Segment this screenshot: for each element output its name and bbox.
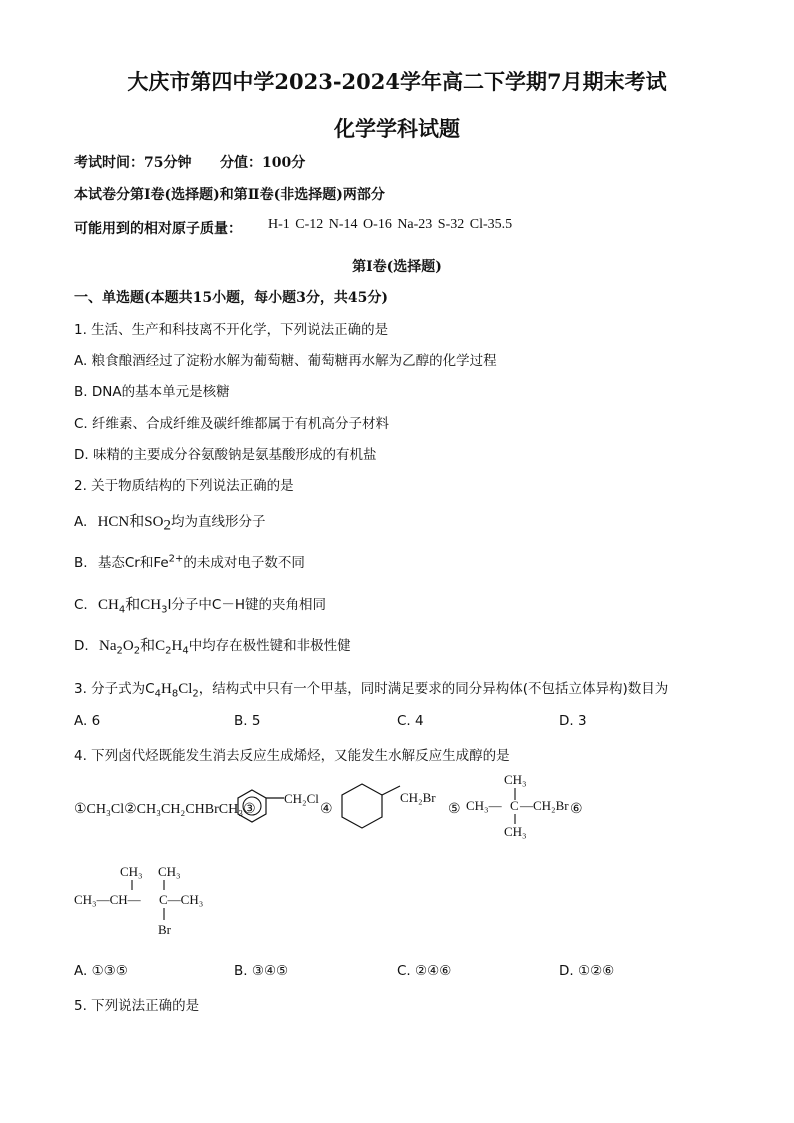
ch3-left: CH₃— xyxy=(466,798,502,813)
neopentyl-bromide-structure xyxy=(464,770,574,842)
q4-option-a: A. ①③⑤ xyxy=(74,963,128,979)
q3-stem xyxy=(74,677,668,700)
subscript: 2 xyxy=(133,645,141,657)
subscript: 4 xyxy=(118,604,126,616)
exam-title: 大庆市第四中学2023-2024学年高二下学期7月期末考试 xyxy=(127,69,667,94)
c-ch3-chain: C—CH₃ xyxy=(159,892,204,907)
q4-items-text: ①CH₃Cl②CH₃CH₂CHBrCH₃③ xyxy=(74,802,256,817)
q5-stem: 5. 下列说法正确的是 xyxy=(74,998,200,1014)
formula-text: O xyxy=(122,638,134,654)
ch3-bottom: CH₃ xyxy=(504,824,527,839)
q1-option-d: D. 味精的主要成分谷氨酸钠是氨基酸形成的有机盐 xyxy=(74,447,377,463)
option-label: D. xyxy=(74,638,89,654)
subscript: 2 xyxy=(165,645,172,657)
ch2br-right: —CH₂Br xyxy=(520,798,569,813)
q4-stem: 4. 下列卤代烃既能发生消去反应生成烯烃，又能发生水解反应生成醇的是 xyxy=(74,748,510,764)
item-5-label: ⑤ xyxy=(448,802,461,817)
formula-text: Cl xyxy=(178,681,193,697)
ch3-top: CH₃ xyxy=(504,772,527,787)
q2-option-b xyxy=(74,551,305,571)
section-heading: 一、单选题(本题共15小题，每小题3分，共45分) xyxy=(74,290,388,306)
bromo-dimethylbutane-structure xyxy=(72,860,232,940)
q3-option-b: B. 5 xyxy=(234,713,261,729)
part-title: 第Ⅰ卷(选择题) xyxy=(352,259,442,275)
item-4-label: ④ xyxy=(320,802,333,817)
option-label: C. xyxy=(74,597,88,613)
superscript: 2+ xyxy=(168,553,184,565)
q3-option-d: D. 3 xyxy=(559,713,587,729)
exam-time: 考试时间：75分钟 xyxy=(74,155,192,171)
subscript: 2 xyxy=(116,645,123,657)
formula-text: CH xyxy=(98,597,119,613)
ch3-ch-chain: CH₃—CH— xyxy=(74,892,141,907)
option-label: B. xyxy=(74,555,88,571)
benzyl-chloride-structure xyxy=(232,780,332,840)
option-text: I分子中C－H键的夹角相同 xyxy=(167,597,327,613)
q1-option-c: C. 纤维素、合成纤维及碳纤维都属于有机高分子材料 xyxy=(74,416,390,432)
subscript: 4 xyxy=(182,645,189,657)
item-6-label: ⑥ xyxy=(570,802,583,817)
c-center: C xyxy=(510,798,519,813)
formula-text: 和CH xyxy=(125,597,162,613)
formula-text: H xyxy=(160,681,172,697)
ch3-top-left: CH₃ xyxy=(120,864,143,879)
q1-option-b: B. DNA的基本单元是核糖 xyxy=(74,384,230,400)
formula-text: Na xyxy=(98,638,117,654)
subscript: 8 xyxy=(171,688,179,700)
ch2br-label: CH₂Br xyxy=(400,790,436,805)
exam-subtitle: 化学学科试题 xyxy=(334,116,460,141)
q2-option-d xyxy=(74,634,351,657)
atomic-mass-label: 可能用到的相对原子质量： xyxy=(74,221,242,237)
stem-text: 3. 分子式为C xyxy=(74,681,155,697)
q1-stem: 1. 生活、生产和科技离不开化学，下列说法正确的是 xyxy=(74,322,389,338)
subscript: 2 xyxy=(163,517,171,534)
atomic-mass-list: H-1 C-12 N-14 O-16 Na-23 S-32 Cl-35.5 xyxy=(268,217,513,232)
structure-note: 本试卷分第Ⅰ卷(选择题)和第Ⅱ卷(非选择题)两部分 xyxy=(74,187,385,203)
q2-stem: 2. 关于物质结构的下列说法正确的是 xyxy=(74,478,294,494)
option-text: 中均存在极性键和非极性健 xyxy=(188,638,351,654)
br-label: Br xyxy=(158,922,171,937)
option-text: 均为直线形分子 xyxy=(170,514,266,530)
q1-option-a: A. 粮食酿酒经过了淀粉水解为葡萄糖、葡萄糖再水解为乙醇的化学过程 xyxy=(74,353,497,369)
formula-text: H xyxy=(171,638,183,654)
q4-option-d: D. ①②⑥ xyxy=(559,963,615,979)
option-label: A. xyxy=(74,514,88,530)
formula-text: HCN和SO xyxy=(97,514,164,530)
subscript: 3 xyxy=(161,604,168,616)
subscript: 2 xyxy=(192,688,199,700)
cyclohexylmethyl-bromide-structure xyxy=(336,778,456,842)
q2-option-c xyxy=(74,593,326,616)
stem-text: ，结构式中只有一个甲基，同时满足要求的同分异构体(不包括立体异构)数目为 xyxy=(198,681,669,697)
option-text: 的未成对电子数不同 xyxy=(183,555,305,571)
q4-option-b: B. ③④⑤ xyxy=(234,963,289,979)
q3-option-c: C. 4 xyxy=(397,713,424,729)
formula-text: 和C xyxy=(140,638,166,654)
q2-option-a xyxy=(74,510,265,535)
subscript: 4 xyxy=(154,688,161,700)
exam-score: 分值：100分 xyxy=(220,155,306,171)
q3-option-a: A. 6 xyxy=(74,713,101,729)
q4-option-c: C. ②④⑥ xyxy=(397,963,452,979)
ch3-top-right: CH₃ xyxy=(158,864,181,879)
option-text: 基态Cr和Fe xyxy=(97,555,169,571)
ch2cl-label: CH₂Cl xyxy=(284,791,319,806)
